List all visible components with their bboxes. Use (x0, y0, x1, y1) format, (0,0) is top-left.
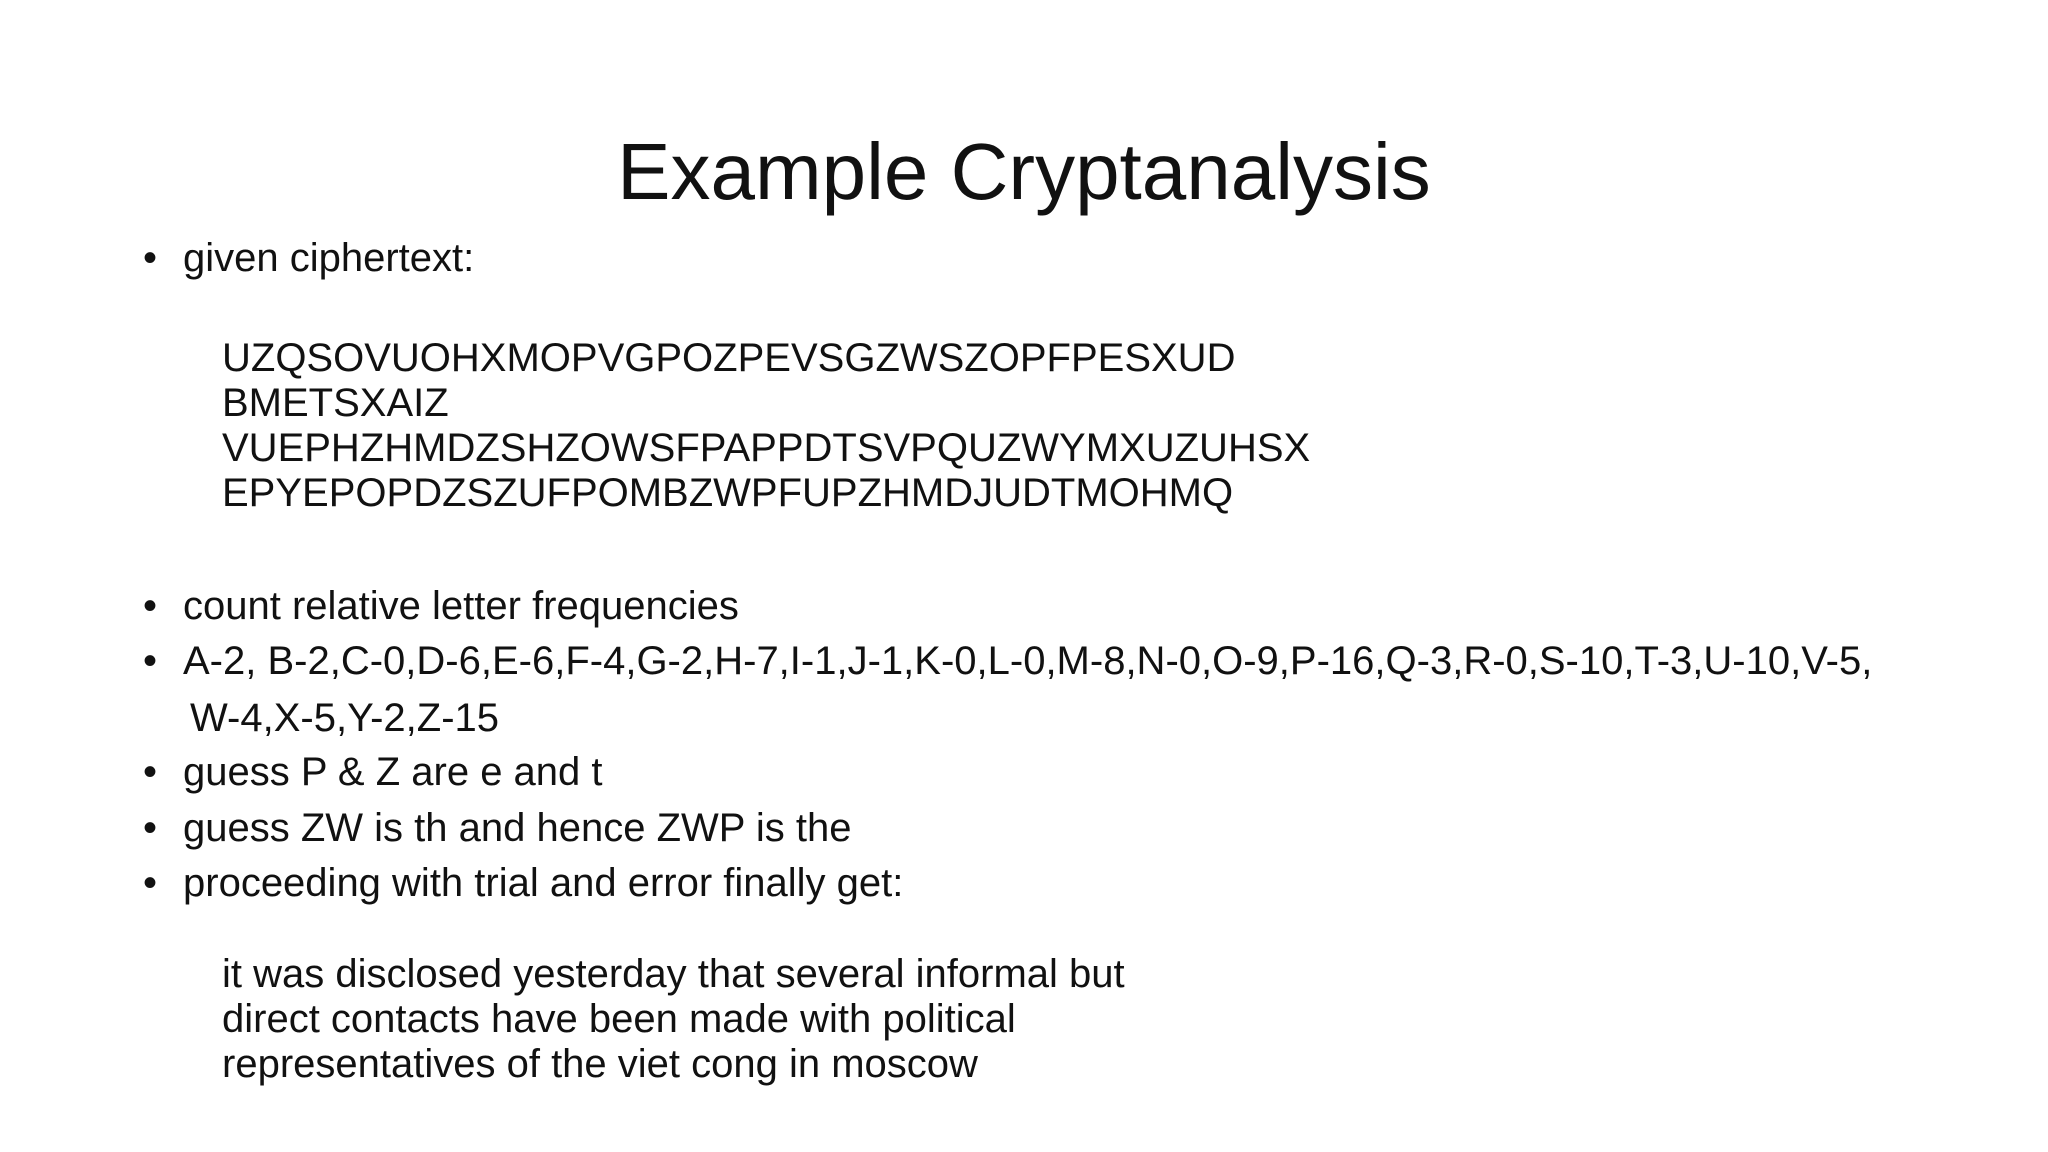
ciphertext-line: UZQSOVUOHXMOPVGPOZPEVSGZWSZOPFPESXUD (222, 336, 1236, 380)
bullet-dot: • (143, 861, 158, 905)
slide-title: Example Cryptanalysis (617, 127, 1431, 216)
bullet-text: count relative letter frequencies (183, 584, 739, 628)
bullet-text: A-2, B-2,C-0,D-6,E-6,F-4,G-2,H-7,I-1,J-1,K-0,L-0,M-8,N-0,O-9,P-16,Q-3,R-0,S-10,T-3,U-10,V-5, (183, 639, 1873, 683)
bullet-text: proceeding with trial and error finally get: (183, 861, 904, 905)
ciphertext-block (222, 336, 1310, 516)
plaintext-block (222, 952, 1125, 1087)
bullet-dot: • (143, 806, 158, 850)
frequency-list-continuation: W-4,X-5,Y-2,Z-15 (190, 696, 500, 740)
bullet-dot: • (143, 750, 158, 794)
bullet-text: given ciphertext: (183, 236, 475, 280)
bullet-text: guess P & Z are e and t (183, 750, 603, 794)
plaintext-line: it was disclosed yesterday that several informal but (222, 952, 1125, 996)
bullet-text: guess ZW is th and hence ZWP is the (183, 806, 852, 850)
ciphertext-line: EPYEPOPDZSZUFPOMBZWPFUPZHMDJUDTMOHMQ (222, 471, 1234, 515)
ciphertext-line: VUEPHZHMDZSHZOWSFPAPPDTSVPQUZWYMXUZUHSX (222, 426, 1311, 470)
bullet-dot: • (143, 584, 158, 628)
bullet-dot: • (143, 236, 158, 280)
ciphertext-line: BMETSXAIZ (222, 381, 449, 425)
bullet-dot: • (143, 639, 158, 683)
plaintext-line: representatives of the viet cong in moscow (222, 1042, 978, 1086)
plaintext-line: direct contacts have been made with political (222, 997, 1016, 1041)
